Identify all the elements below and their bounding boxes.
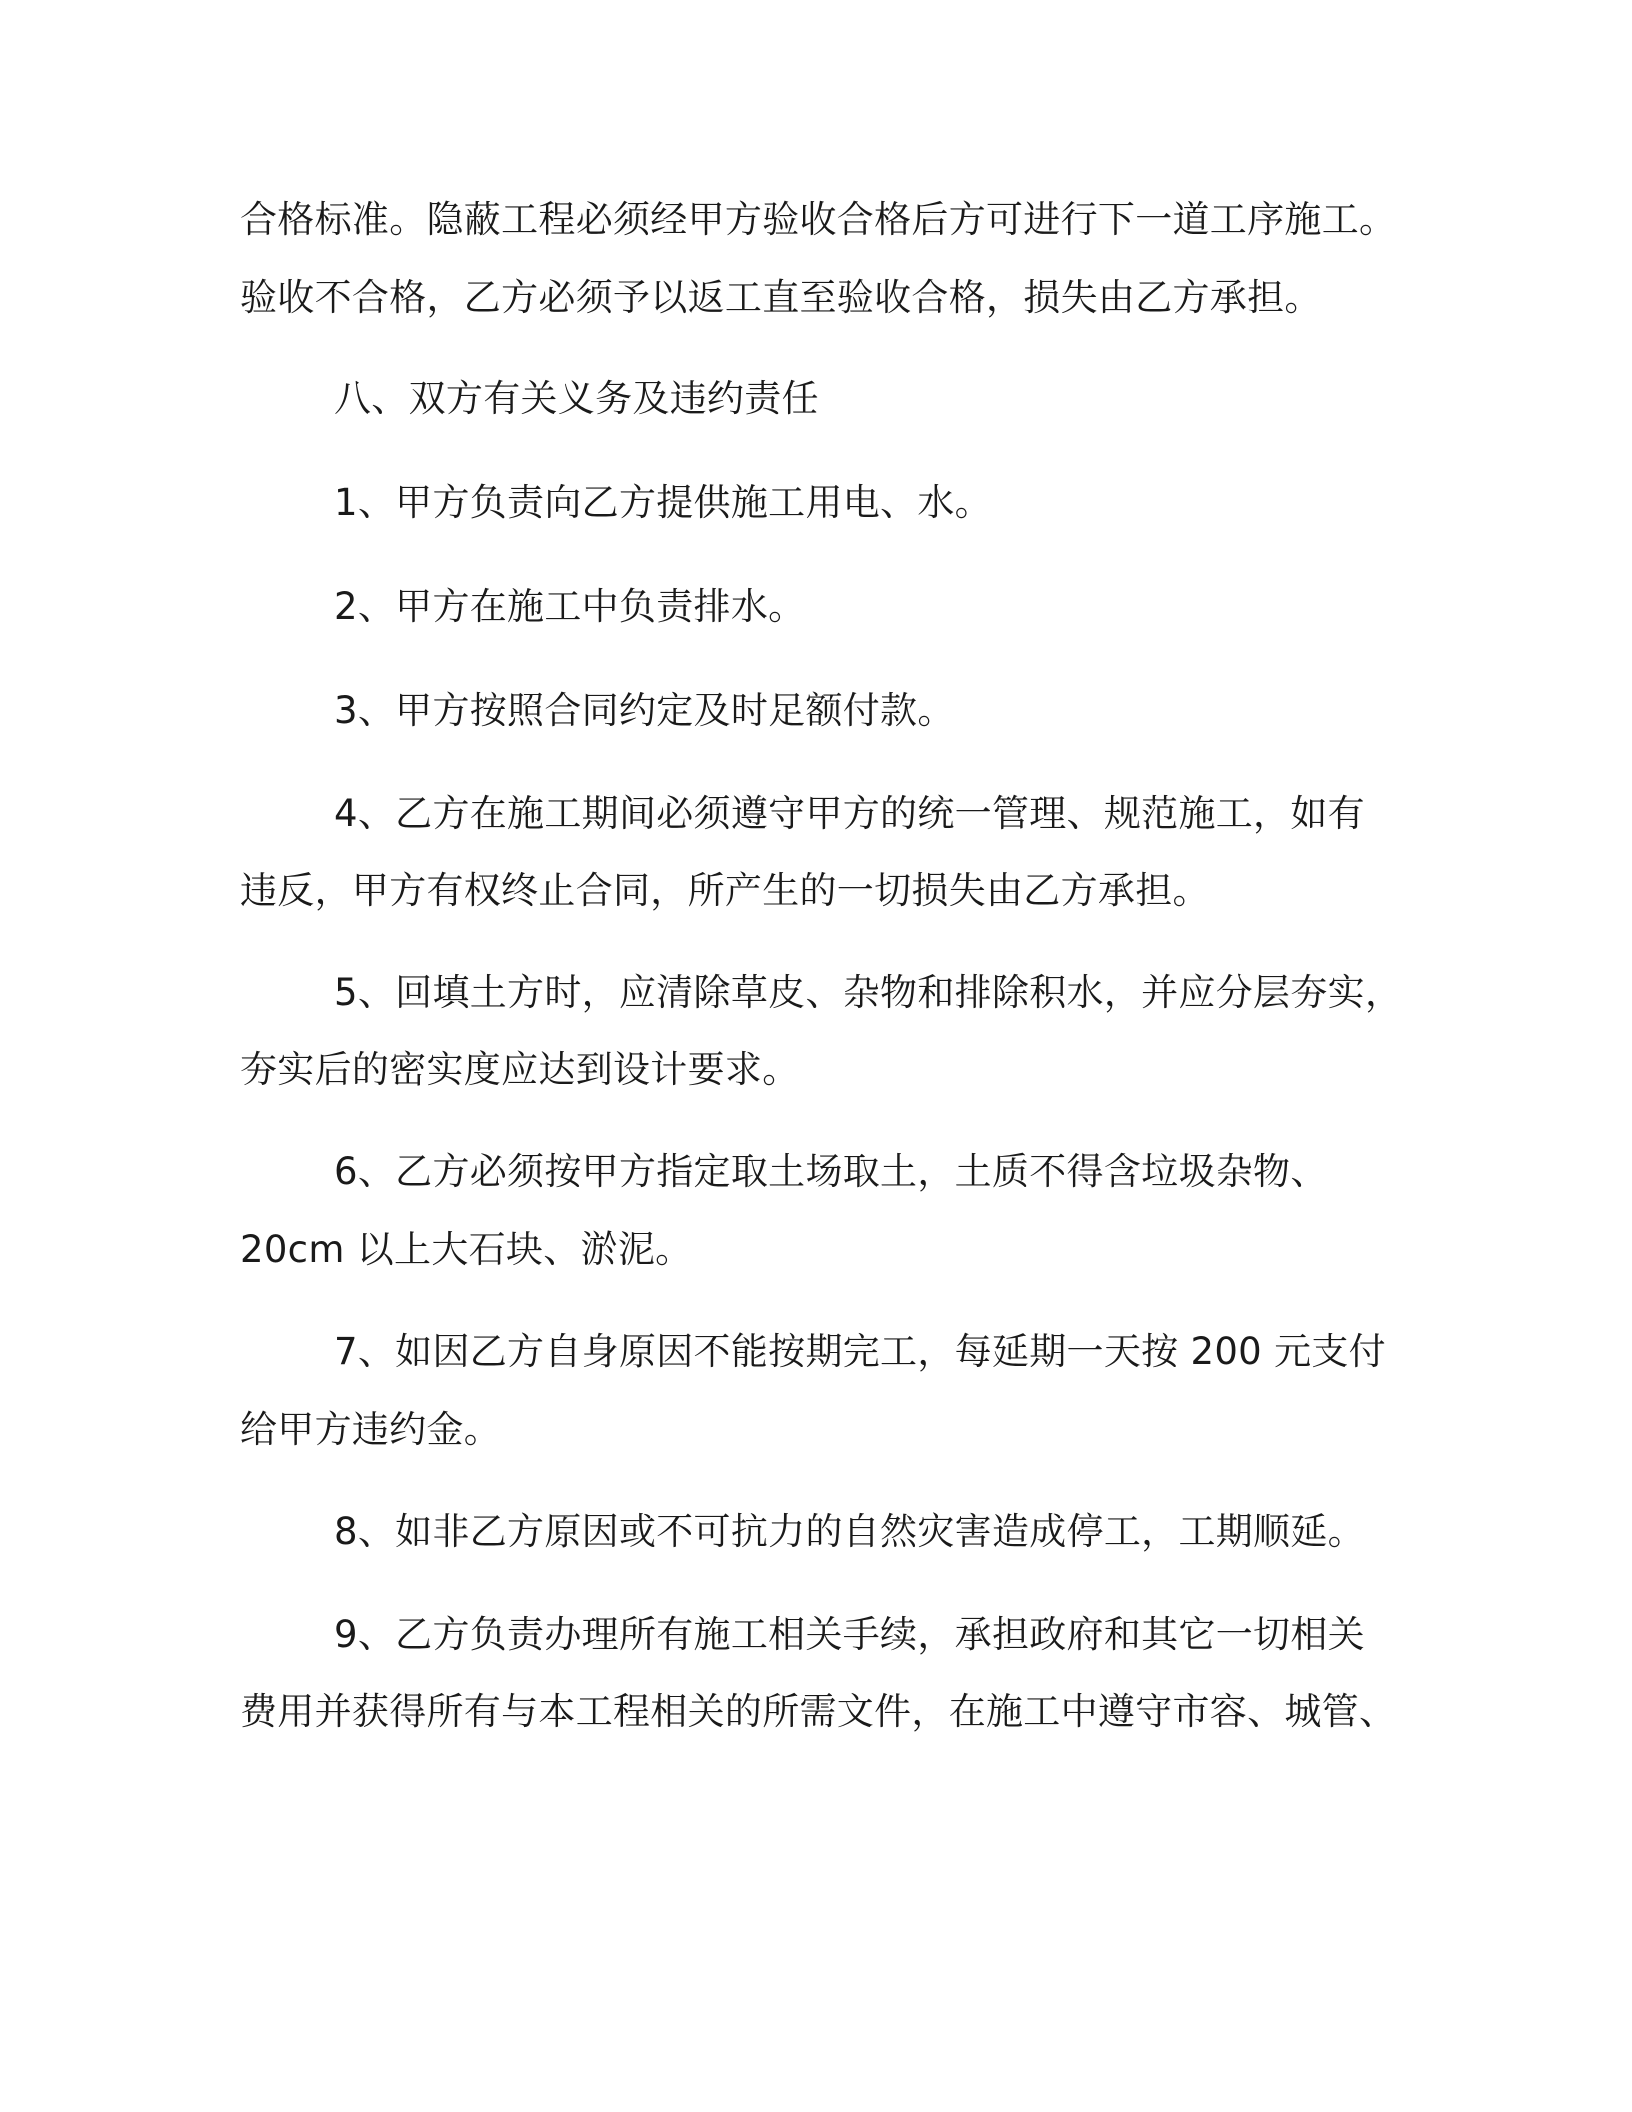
clause-7: 7、如因乙方自身原因不能按期完工，每延期一天按 200 元支付: [334, 1330, 1386, 1373]
clause-4-continued: 违反，甲方有权终止合同，所产生的一切损失由乙方承担。: [240, 869, 1210, 912]
clause-6-continued: 20cm 以上大石块、淤泥。: [240, 1228, 693, 1271]
clause-8: 8、如非乙方原因或不可抗力的自然灾害造成停工，工期顺延。: [334, 1510, 1365, 1553]
text-line: 合格标准。隐蔽工程必须经甲方验收合格后方可进行下一道工序施工。: [240, 198, 1397, 241]
clause-1: 1、甲方负责向乙方提供施工用电、水。: [334, 481, 992, 524]
section-heading: 八、双方有关义务及违约责任: [334, 377, 819, 420]
clause-5-continued: 夯实后的密实度应达到设计要求。: [240, 1048, 800, 1091]
clause-4: 4、乙方在施工期间必须遵守甲方的统一管理、规范施工，如有: [334, 792, 1365, 835]
clause-9-continued: 费用并获得所有与本工程相关的所需文件，在施工中遵守市容、城管、: [240, 1690, 1397, 1733]
clause-2: 2、甲方在施工中负责排水。: [334, 585, 806, 628]
clause-5: 5、回填土方时，应清除草皮、杂物和排除积水，并应分层夯实，: [334, 971, 1403, 1014]
clause-3: 3、甲方按照合同约定及时足额付款。: [334, 689, 955, 732]
clause-7-continued: 给甲方违约金。: [240, 1408, 502, 1451]
text-line: 验收不合格，乙方必须予以返工直至验收合格，损失由乙方承担。: [240, 276, 1322, 319]
clause-9: 9、乙方负责办理所有施工相关手续，承担政府和其它一切相关: [334, 1613, 1365, 1656]
clause-6: 6、乙方必须按甲方指定取土场取土，土质不得含垃圾杂物、: [334, 1150, 1328, 1193]
